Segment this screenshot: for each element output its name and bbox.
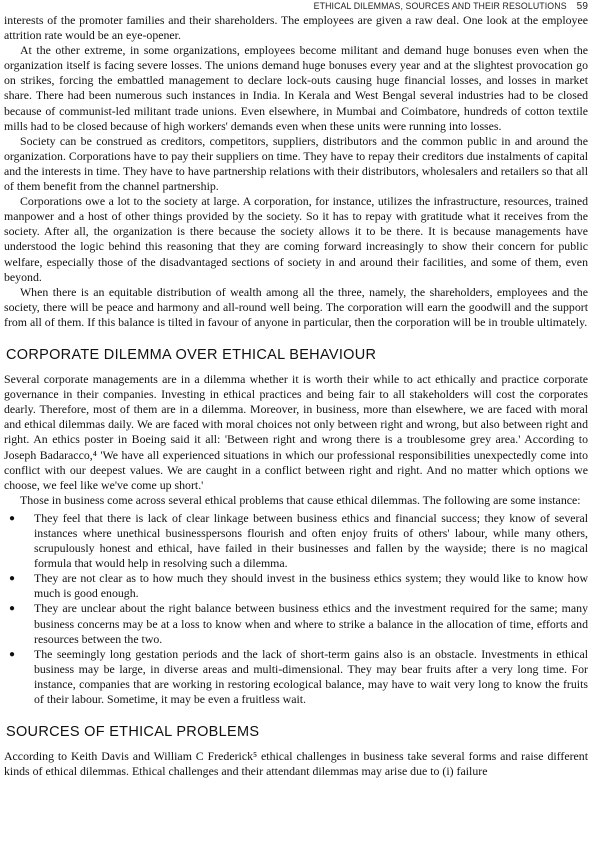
paragraph: Society can be construed as creditors, competitors, suppliers, distributors and the common public in and around the organization. Corporations have to pay their suppliers on time. They have to repay their creditors due instalments of capital and the interests in time. They have to have partnership relations with their distributors, wholesalers and retailers so that all of them benefit from the channel partnership.	[4, 133, 588, 194]
list-item	[9, 601, 588, 646]
bullet-icon: ●	[9, 648, 16, 660]
list-item	[9, 646, 588, 707]
list-item-text: They are unclear about the right balance between business ethics and the investment required for the same; many business concerns may be at a loss to know when and where to strike a balance in the allocation of time, efforts and resources between the two.	[34, 601, 588, 646]
list-item-text: They are not clear as to how much they should invest in the business ethics system; they would like to know how much is good enough.	[34, 571, 588, 601]
section-heading-corporate-dilemma: CORPORATE DILEMMA OVER ETHICAL BEHAVIOUR	[6, 346, 377, 363]
section-heading-sources: SOURCES OF ETHICAL PROBLEMS	[6, 724, 260, 741]
paragraph: interests of the promoter families and their shareholders. The employees are given a raw deal. One look at the employee attrition rate would be an eye-opener.	[4, 13, 588, 43]
paragraph: At the other extreme, in some organizations, employees become militant and demand huge bonuses even when the organization itself is facing severe losses. The unions demand huge bonuses every year and at the slightest provocation go on strikes, forcing the embattled management to declare lock-outs causing huge financial losses, and losses in market share. There had been numerous such instances in India. In Kerala and West Bengal several industries had to be closed because of communist-led militant trade unions. Even elsewhere, in Mumbai and Coimbatore, hundreds of cotton textile mills had to be closed because of high workers' demands even when these units were running into losses.	[4, 43, 588, 133]
paragraph: When there is an equitable distribution of wealth among all the three, namely, the shareholders, employees and the society, there will be peace and harmony and all-round well being. The corporation will earn the goodwill and the support from all of them. If this balance is tilted in favour of anyone in particular, then the corporation will be in trouble ultimately.	[4, 284, 588, 329]
running-title: ETHICAL DILEMMAS, SOURCES AND THEIR RESOLUTIONS	[313, 1, 567, 11]
paragraph: Those in business come across several ethical problems that cause ethical dilemmas. The following are some instance:	[20, 492, 581, 507]
list-item-text: They feel that there is lack of clear linkage between business ethics and financial success; they know of several instances where unethical businesspersons flourish and often enjoy fruits of others' labour, while many others, scrupulously honest and ethical, have failed in their businesses and fallen by the wayside; there is no magical formula that would help in resolving such a dilemma.	[34, 510, 588, 571]
paragraph: Several corporate managements are in a dilemma whether it is worth their while to act ethically and practice corporate governance in their companies. Investing in ethical practices and being fair to all stakeholders will cost the corporates dearly. Therefore, most of them are in a dilemma. Moreover, in business, more than elsewhere, we are faced with moral and ethical dilemmas daily. We are faced with moral choices not only between right and wrong, but also between right and right. An ethics poster in Boeing said it all: 'Between right and wrong there is a troublesome grey area.' According to Joseph Badaracco,⁴ 'We have all experienced situations in which our professional responsibilities unexpectedly come into conflict with our deepest values. We are caught in a conflict between right and right. And no matter which options we choose, we feel like we've come up short.'	[4, 372, 588, 492]
bullet-icon: ●	[9, 603, 16, 615]
running-header	[4, 0, 588, 13]
bullet-icon: ●	[9, 512, 16, 524]
list-item	[9, 510, 588, 571]
bullet-icon: ●	[9, 573, 16, 585]
paragraph: Corporations owe a lot to the society at large. A corporation, for instance, utilizes the infrastructure, resources, trained manpower and a host of other things provided by the society. So it has to repay with gratitude what it receives from the society. After all, the organization is there because the society allows it to be there. It is because managements have understood the logic behind this reasoning that they are coming forward increasingly to show their concern for public welfare, especially those of the disadvantaged sections of society in and around their facilities, and some of them, even beyond.	[4, 194, 588, 284]
list-item	[9, 571, 588, 601]
page-number: 59	[576, 1, 588, 12]
list-item-text: The seemingly long gestation periods and the lack of short-term gains also is an obstacle. Investments in ethical business may be large, in diverse areas and multi-dimensional. They may bear fruits after a very long time. For instance, companies that are working in restoring ecological balance, may have to wait very long to know the fruits of their labour. Sometime, it may be even a fruitless wait.	[34, 646, 588, 707]
page-body	[4, 13, 588, 779]
paragraph: According to Keith Davis and William C Frederick⁵ ethical challenges in business take several forms and raise different kinds of ethical dilemmas. Ethical challenges and their attendant dilemmas may arise due to (i) failure	[4, 749, 588, 779]
dilemma-list	[4, 511, 588, 707]
